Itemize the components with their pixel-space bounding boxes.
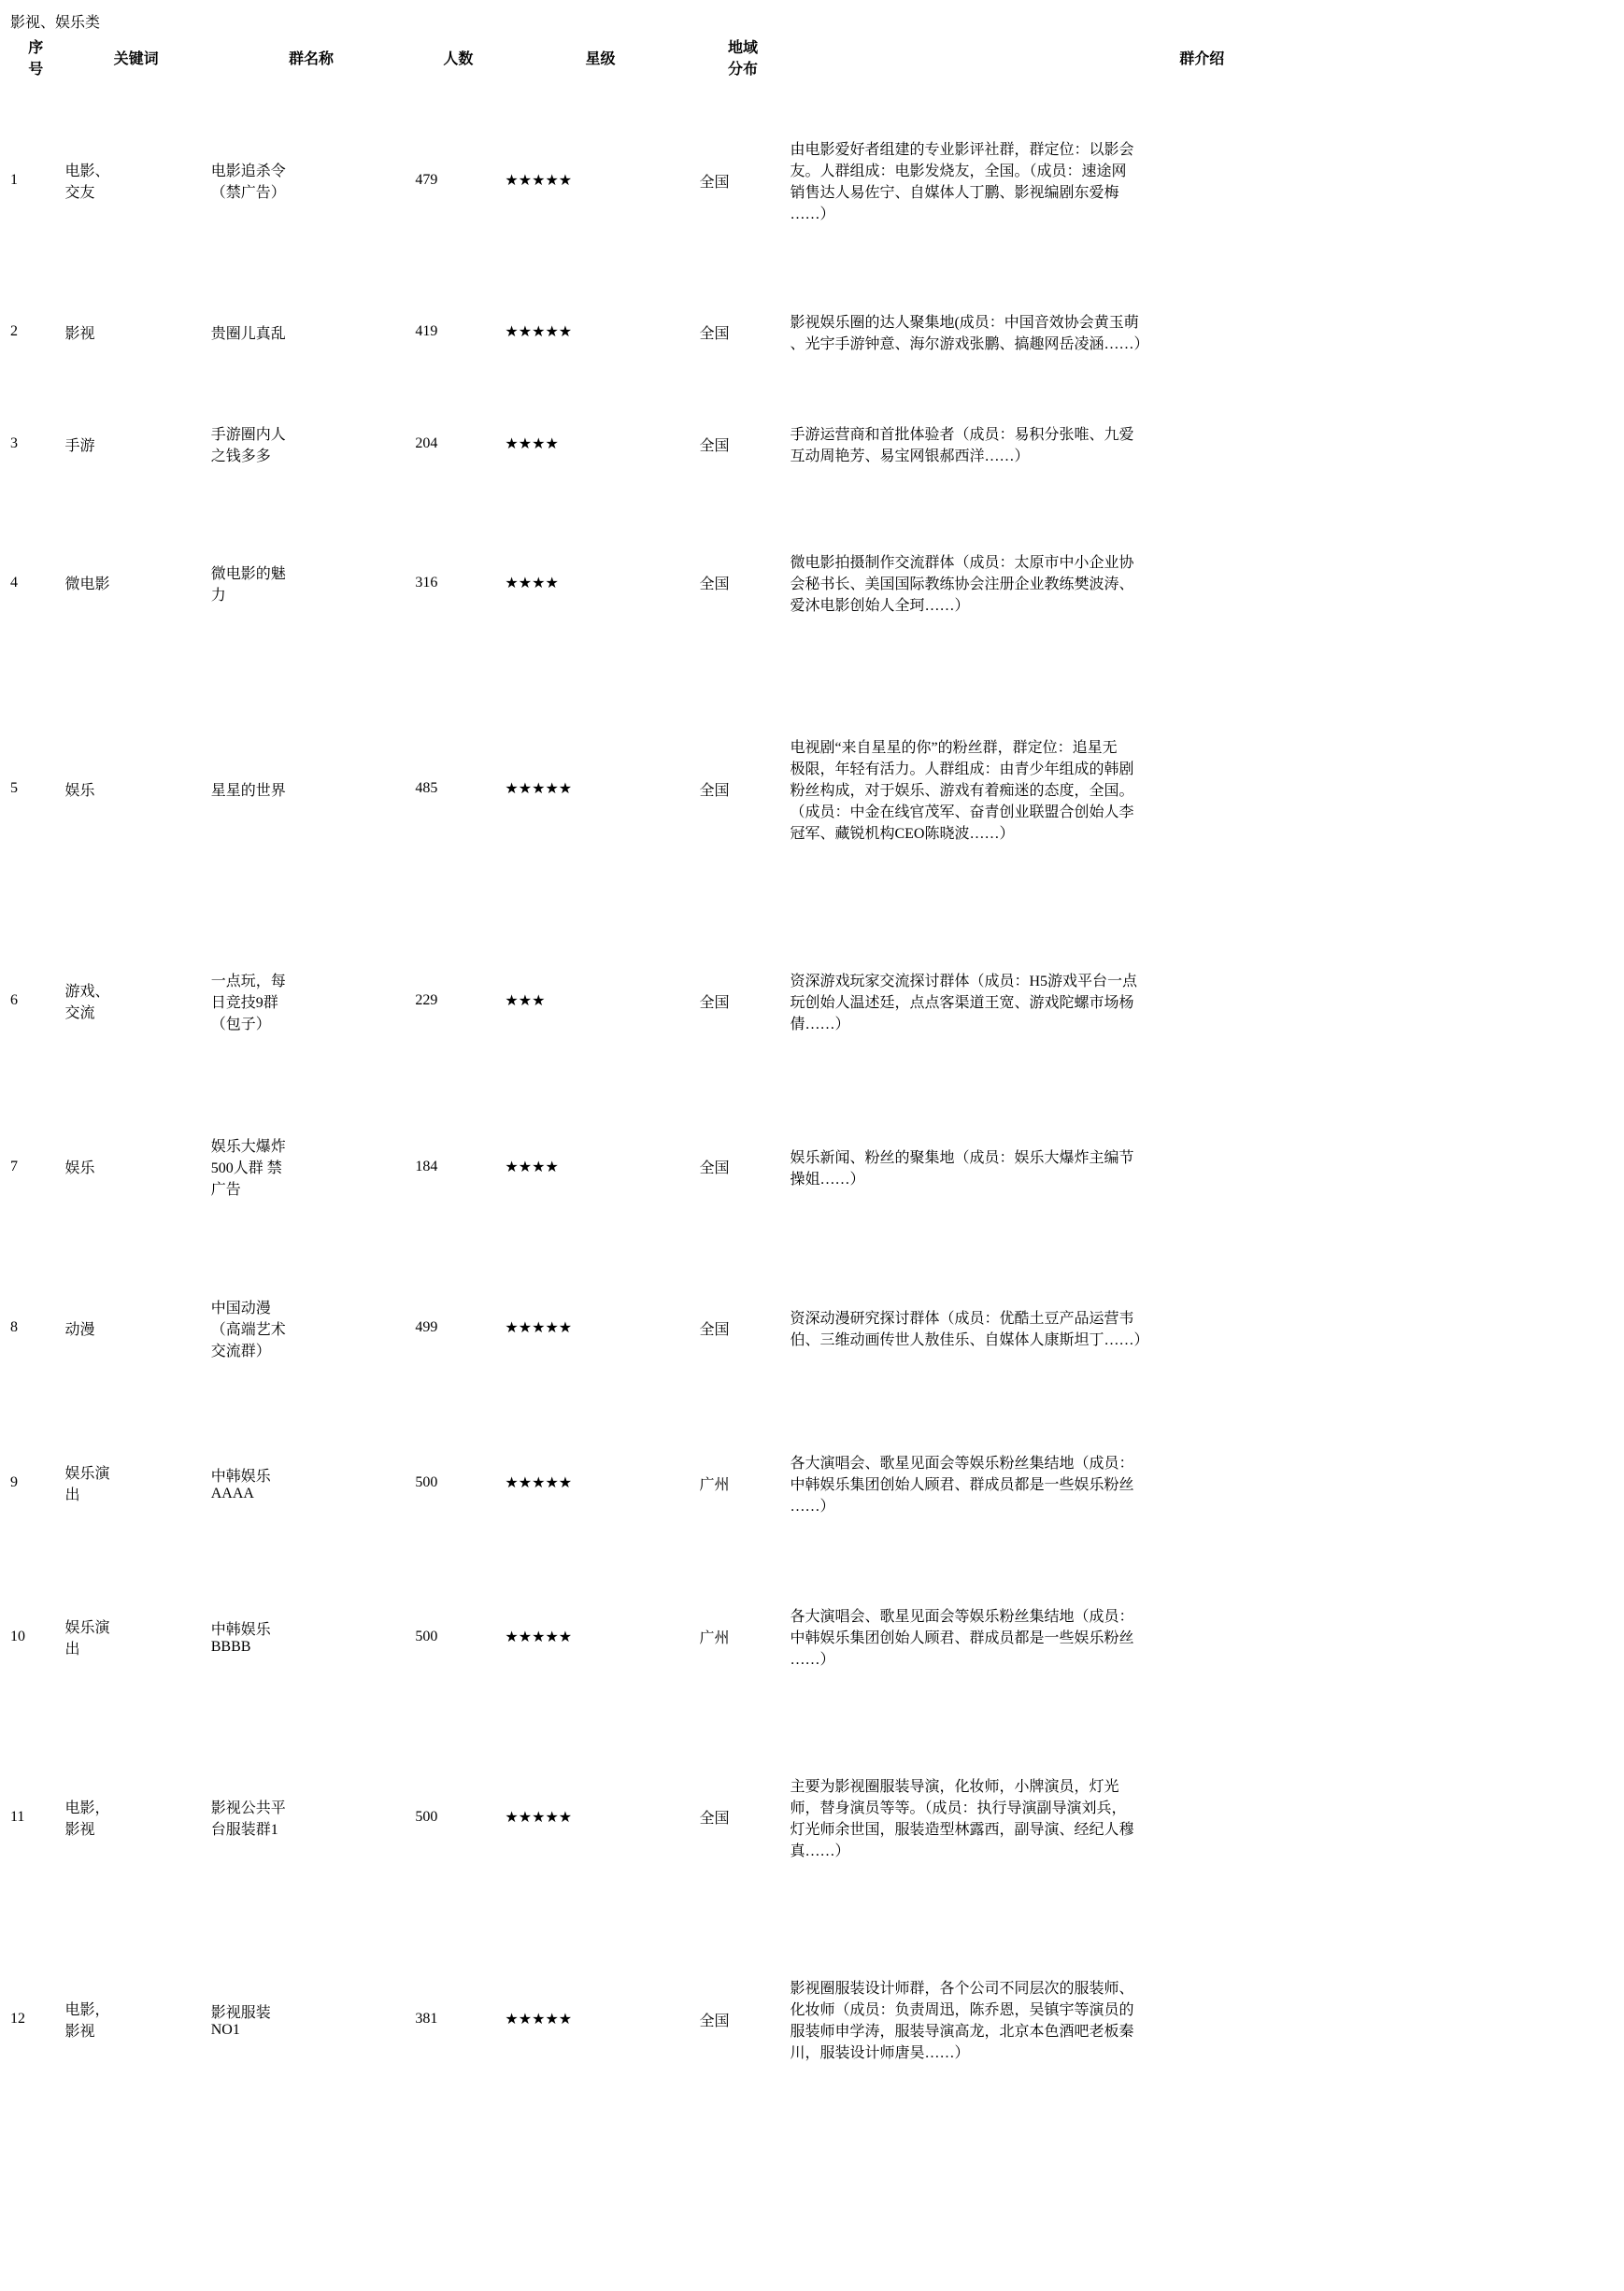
- row-count: 184: [415, 1158, 438, 1174]
- row-group-name: 影视公共平 台服装群1: [210, 1800, 286, 1838]
- row-count: 316: [415, 574, 438, 591]
- row-rating: ★★★★★: [505, 1320, 573, 1336]
- table-row: [9, 1408, 1615, 1558]
- header-intro: 群介绍: [1179, 50, 1225, 67]
- row-intro: 由电影爱好者组建的专业影评社群，群定位：以影会 友。人群组成：电影发烧友，全国。（成员：速途网 销售达人易佐宁、自媒体人丁鹏、影视编剧东爱梅 ……）: [790, 142, 1134, 222]
- row-count: 229: [415, 992, 438, 1008]
- row-region: 全国: [699, 437, 730, 454]
- row-no: 2: [10, 323, 18, 339]
- table-row: [9, 1715, 1615, 1918]
- row-keyword: 影视: [64, 325, 95, 342]
- row-rating: ★★★★: [505, 575, 559, 591]
- row-no: 7: [10, 1158, 18, 1174]
- row-keyword: 微电影: [64, 576, 110, 592]
- row-group-name: 星星的世界: [210, 782, 286, 799]
- header-row: [9, 35, 1615, 79]
- row-keyword: 娱乐: [64, 1160, 95, 1176]
- row-count: 419: [415, 323, 438, 339]
- row-keyword: 动漫: [64, 1321, 95, 1338]
- row-count: 500: [415, 1808, 438, 1825]
- row-group-name: 微电影的魅 力: [210, 565, 286, 604]
- row-rating: ★★★★: [505, 1159, 559, 1175]
- row-intro: 资深游戏玩家交流探讨群体（成员：H5游戏平台一点 玩创始人温述廷，点点客渠道王宽、游戏陀螺市场杨 倩……）: [790, 973, 1137, 1032]
- row-group-name: 一点玩，每 日竞技9群 （包子）: [210, 973, 286, 1032]
- row-no: 6: [10, 992, 18, 1008]
- row-region: 全国: [699, 2013, 730, 2029]
- row-rating: ★★★★★: [505, 173, 573, 189]
- row-keyword: 电影、 交友: [64, 164, 110, 201]
- header-no: 序 号: [28, 40, 44, 78]
- row-rating: ★★★★★: [505, 2012, 573, 2028]
- row-keyword: 娱乐: [64, 782, 95, 799]
- row-no: 10: [10, 1628, 25, 1644]
- row-intro: 影视娱乐圈的达人聚集地(成员：中国音效协会黄玉萌 、光宇手游钟意、海尔游戏张鹏、搞趣网岳凌涵……）: [790, 315, 1149, 352]
- row-group-name: 手游圈内人 之钱多多: [210, 427, 286, 464]
- row-rating: ★★★★: [505, 436, 559, 452]
- row-no: 5: [10, 780, 18, 796]
- row-region: 全国: [699, 994, 730, 1011]
- row-no: 8: [10, 1319, 18, 1335]
- row-keyword: 电影， 影视: [64, 2002, 110, 2040]
- group-table: [7, 7, 1617, 2120]
- header-group: 群名称: [289, 50, 335, 67]
- row-intro: 资深动漫研究探讨群体（成员：优酷土豆产品运营韦 伯、三维动画传世人敖佳乐、自媒体人康斯坦丁……）: [790, 1311, 1149, 1348]
- row-region: 全国: [699, 576, 730, 592]
- row-intro: 影视圈服装设计师群，各个公司不同层次的服装师、 化妆师（成员：负责周迅，陈乔恩，吴镇宇等演员的 服装师申学涛，服装导演高龙，北京本色酒吧老板秦 川，服装设计师唐昊……）: [790, 1981, 1134, 2061]
- table-row: [9, 81, 1615, 279]
- table-body: [9, 81, 1615, 2118]
- row-intro: 微电影拍摄制作交流群体（成员：太原市中小企业协 会秘书长、美国国际教练协会注册企业教练樊波涛、 爱沐电影创始人全珂……）: [790, 555, 1134, 614]
- row-count: 499: [415, 1319, 438, 1335]
- table-row: [9, 505, 1615, 660]
- row-keyword: 游戏、 交流: [64, 984, 110, 1021]
- row-intro: 手游运营商和首批体验者（成员：易积分张唯、九爱 互动周艳芳、易宝网银郝西洋……）: [790, 427, 1134, 464]
- row-group-name: 中韩娱乐 AAAA: [210, 1468, 271, 1501]
- header-keyword: 关键词: [113, 50, 159, 67]
- row-region: 全国: [699, 1321, 730, 1338]
- row-no: 12: [10, 2011, 25, 2027]
- row-no: 11: [10, 1808, 25, 1825]
- table-row: [9, 1249, 1615, 1406]
- table-row: [9, 662, 1615, 916]
- row-group-name: 影视服装 NO1: [210, 2004, 271, 2038]
- row-group-name: 电影追杀令 （禁广告）: [210, 164, 286, 201]
- row-no: 3: [10, 435, 18, 451]
- table-title: 影视、娱乐类: [10, 15, 101, 31]
- header-count: 人数: [443, 50, 474, 67]
- row-count: 500: [415, 1474, 438, 1490]
- row-region: 全国: [699, 782, 730, 799]
- table-wrapper: [7, 7, 1617, 2120]
- row-no: 1: [10, 172, 18, 188]
- header-region: 地域 分布: [727, 40, 758, 78]
- table-row: [9, 1559, 1615, 1714]
- row-intro: 各大演唱会、歌星见面会等娱乐粉丝集结地（成员： 中韩娱乐集团创始人顾君、群成员都是一些娱乐粉丝 ……）: [790, 1455, 1134, 1515]
- row-region: 广州: [699, 1630, 730, 1646]
- title-row: [9, 9, 1615, 33]
- row-rating: ★★★: [505, 993, 546, 1009]
- table-row: [9, 384, 1615, 504]
- row-region: 全国: [699, 1811, 730, 1827]
- row-intro: 主要为影视圈服装导演，化妆师，小牌演员，灯光 师，替身演员等等。（成员：执行导演副导演刘兵， 灯光师余世国，服装造型林露西，副导演、经纪人穆 真……）: [790, 1778, 1134, 1859]
- row-no: 4: [10, 574, 18, 591]
- row-no: 9: [10, 1474, 18, 1490]
- row-count: 381: [415, 2011, 438, 2027]
- row-rating: ★★★★★: [505, 1475, 573, 1491]
- row-count: 204: [415, 435, 438, 451]
- row-keyword: 手游: [64, 437, 95, 454]
- table-row: [9, 281, 1615, 382]
- row-region: 全国: [699, 325, 730, 342]
- row-keyword: 电影， 影视: [64, 1800, 110, 1838]
- table-row: [9, 1920, 1615, 2118]
- row-group-name: 贵圈儿真乱: [210, 325, 286, 342]
- row-rating: ★★★★★: [505, 324, 573, 340]
- row-intro: 各大演唱会、歌星见面会等娱乐粉丝集结地（成员： 中韩娱乐集团创始人顾君、群成员都是一些娱乐粉丝 ……）: [790, 1609, 1134, 1668]
- row-intro: 电视剧“来自星星的你”的粉丝群，群定位：追星无 极限，年轻有活力。人群组成：由青少年组成的韩剧 粉丝构成，对于娱乐、游戏有着痴迷的态度，全国。 （成员：中金在线官茂军、奋青创业联盟合创始人李 冠军、藏锐机构CEO陈晓波……）: [790, 739, 1134, 842]
- row-rating: ★★★★★: [505, 1809, 573, 1826]
- row-rating: ★★★★★: [505, 1629, 573, 1645]
- table-row: [9, 1086, 1615, 1247]
- row-region: 广州: [699, 1476, 730, 1493]
- table-row: [9, 918, 1615, 1084]
- row-keyword: 娱乐演 出: [64, 1466, 110, 1503]
- row-group-name: 娱乐大爆炸 500人群 禁 广告: [210, 1139, 286, 1198]
- row-group-name: 中国动漫 （高端艺术 交流群）: [210, 1300, 286, 1359]
- row-group-name: 中韩娱乐 BBBB: [210, 1622, 271, 1655]
- row-region: 全国: [699, 174, 730, 191]
- row-region: 全国: [699, 1160, 730, 1176]
- row-count: 479: [415, 172, 438, 188]
- row-count: 500: [415, 1628, 438, 1644]
- row-keyword: 娱乐演 出: [64, 1619, 110, 1658]
- row-count: 485: [415, 780, 438, 796]
- row-rating: ★★★★★: [505, 781, 573, 797]
- header-rating: 星级: [585, 50, 616, 67]
- row-intro: 娱乐新闻、粉丝的聚集地（成员：娱乐大爆炸主编节 操姐……）: [790, 1149, 1134, 1188]
